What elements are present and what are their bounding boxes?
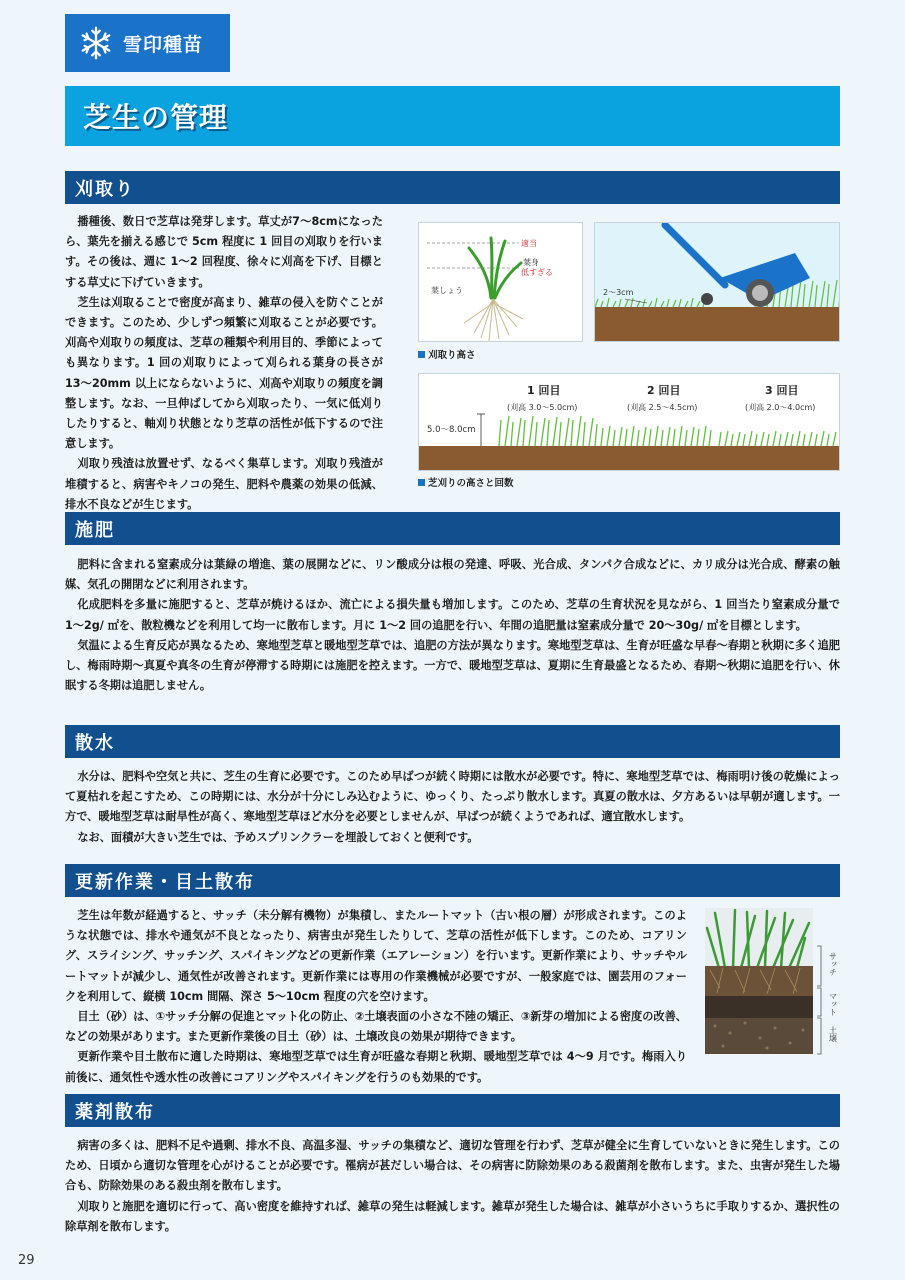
paragraph: 芝生は年数が経過すると、サッチ（未分解有機物）が集積し、またルートマット（古い根の層）が形成されます。このような状態では、排水や通気が不良となったり、病害虫が発生したりして、芝草の活性が低下します。このため、コアリング、スライシング、サッチング、スパイキングなどの更新作業（エアレーション）を行います。更新作業により、サッチやルートマットが減少し、通気性が改善されます。更新作業には専用の作業機械が必要ですが、一般家庭では、園芸用のフォークを利用して、縦横 10cm 間隔、深さ 5〜10cm 程度の穴を空けます。	[65, 909, 687, 1003]
paragraph: 病害の多くは、肥料不足や過剰、排水不良、高温多湿、サッチの集積など、適切な管理を行わず、芝草が健全に生育していないときに発生します。このため、日頃から適切な管理を心がけることが必要です。罹病が甚だしい場合は、その病害に防除効果のある殺菌剤を散布します。また、虫害が発生した場合も、防除効果のある殺虫剤を散布します。	[65, 1139, 840, 1193]
label-sheath: 葉しょう	[431, 286, 463, 295]
mowing-text	[65, 212, 383, 515]
section-title: 散水	[75, 732, 115, 754]
brand-logo	[65, 14, 230, 72]
section-header-mowing	[65, 171, 840, 204]
brand-name: 雪印種苗	[123, 33, 204, 56]
page-number: 29	[18, 1253, 35, 1268]
paragraph: 芝生は刈取ることで密度が高まり、雑草の侵入を防ぐことができます。このため、少しずつ頻繁に刈取ることが必要です。刈高や刈取りの頻度は、芝草の種類や利用目的、季節によっても異なります。1 回の刈取りによって刈られる葉身の長さが 13〜20mm 以上にならないように、刈高や刈取りの頻度を調整します。なお、一旦伸ばしてから刈取ったり、一気に低刈りしたりすると、軸刈り状態となり芝草の活性が低下するので注意します。	[65, 295, 383, 451]
round-label: 1 回目	[527, 384, 561, 397]
mowing-rounds-diagram	[419, 374, 840, 471]
mowing-rounds-figure	[418, 373, 840, 471]
label-height: 2〜3cm	[603, 288, 634, 297]
section-title: 刈取り	[75, 178, 135, 200]
section-header-renewal	[65, 864, 840, 897]
label-blade: 葉身	[523, 258, 539, 267]
paragraph: 播種後、数日で芝草は発芽します。草丈が7〜8cmになったら、葉先を揃える感じで 5cm 程度に 1 回目の刈取りを行います。その後は、週に 1〜2 回程度、徐々に刈高を下げ、目標とする草丈に下げていきます。	[65, 215, 383, 289]
plant-diagram	[419, 223, 583, 342]
renewal-text	[65, 906, 687, 1088]
layer-label-soil: 土壌	[828, 1026, 838, 1042]
paragraph: 刈取りと施肥を適切に行って、高い密度を維持すれば、雑草の発生は軽減します。雑草が発生した場合は、雑草が小さいうちに手取りするか、選択性の除草剤を散布します。	[65, 1199, 840, 1233]
paragraph: 水分は、肥料や空気と共に、芝生の生育に必要です。このため早ばつが続く時期には散水が必要です。特に、寒地型芝草では、梅雨明け後の乾燥によって夏枯れを起こすため、この時期には、水分が十分にしみ込むように、ゆっくり、たっぷり散水します。真夏の散水は、夕方あるいは早朝が適します。一方で、暖地型芝草は耐旱性が高く、寒地型芝草ほど水分を必要としませんが、早ばつが続くようであれば、適宜散水します。	[65, 770, 840, 824]
round-range: (刈高 3.0〜5.0cm)	[507, 403, 578, 412]
page-title-bar	[65, 86, 840, 146]
paragraph: 肥料に含まれる窒素成分は葉緑の増進、葉の展開などに、リン酸成分は根の発達、呼吸、光合成、タンパク合成などに、カリ成分は光合成、酵素の触媒、気孔の開閉などに利用されます。	[65, 558, 840, 592]
mower-illustration	[595, 223, 840, 342]
soil-layer-labels	[815, 944, 845, 1056]
figure-caption: 刈取り高さ	[418, 347, 476, 361]
figure-caption: 芝刈りの高さと回数	[418, 475, 514, 489]
watering-text	[65, 767, 840, 848]
start-height-label: 5.0〜8.0cm	[427, 425, 476, 435]
paragraph: 目土（砂）は、①サッチ分解の促進とマット化の防止、②土壌表面の小さな不陸の矯正、③新芽の増加による密度の改善、などの効果があります。また更新作業後の目土（砂）は、土壌改良の効果が期待できます。	[65, 1010, 687, 1044]
paragraph: 気温による生育反応が異なるため、寒地型芝草と暖地型芝草では、追肥の方法が異なります。寒地型芝草は、生育が旺盛な早春〜春期と秋期に多く追肥し、梅雨時期〜真夏や真冬の生育が停滞する時期には施肥を控えます。一方で、暖地型芝草は、夏期に生育最盛となるため、春期〜秋期に追肥を行い、休眠する冬期は追肥しません。	[65, 638, 840, 693]
section-title: 薬剤散布	[75, 1101, 155, 1123]
paragraph: なお、面積が大きい芝生では、予めスプリンクラーを埋設しておくと便利です。	[77, 830, 479, 844]
label-too-low: 低すぎる	[521, 268, 553, 277]
soil-profile-illustration	[705, 908, 813, 1054]
chemicals-text	[65, 1136, 840, 1237]
paragraph: 更新作業や目土散布に適した時期は、寒地型芝草では生育が旺盛な春期と秋期、暖地型芝草では 4〜9 月です。梅雨入り前後に、通気性や透水性の改善にコアリングやスパイキングを行うのも効果的です。	[65, 1050, 687, 1084]
paragraph: 刈取り残渣は放置せず、なるべく集草します。刈取り残渣が堆積すると、病害やキノコの発生、肥料や農薬の効果の低減、排水不良などが生じます。	[65, 457, 383, 511]
section-title: 施肥	[75, 519, 115, 541]
section-title: 更新作業・目土散布	[75, 871, 255, 893]
fertilizing-text	[65, 555, 840, 696]
round-label: 2 回目	[647, 384, 681, 397]
section-header-fertilizing	[65, 512, 840, 545]
round-range: (刈高 2.5〜4.5cm)	[627, 403, 698, 412]
layer-label-thatch: サッチ	[828, 952, 838, 976]
mower-figure	[594, 222, 840, 342]
section-header-watering	[65, 725, 840, 758]
layer-label-mat: マット	[828, 992, 838, 1016]
round-label: 3 回目	[765, 384, 799, 397]
snowflake-icon	[77, 24, 115, 62]
soil-profile-photo	[705, 908, 813, 1054]
page-title: 芝生の管理	[83, 101, 229, 134]
mowing-height-plant-figure	[418, 222, 583, 342]
round-range: (刈高 2.0〜4.0cm)	[745, 403, 816, 412]
section-header-chemicals	[65, 1094, 840, 1127]
paragraph: 化成肥料を多量に施肥すると、芝草が焼けるほか、流亡による損失量も増加します。このため、芝草の生育状況を見ながら、1 回当たり窒素成分量で 1〜2g/ ㎡を、散粒機などを利用して均一に散布します。月に 1〜2 回の追肥を行い、年間の追肥量は窒素成分量で 20〜30g/ ㎡を目標とします。	[65, 598, 840, 632]
label-appropriate: 適当	[521, 239, 537, 248]
